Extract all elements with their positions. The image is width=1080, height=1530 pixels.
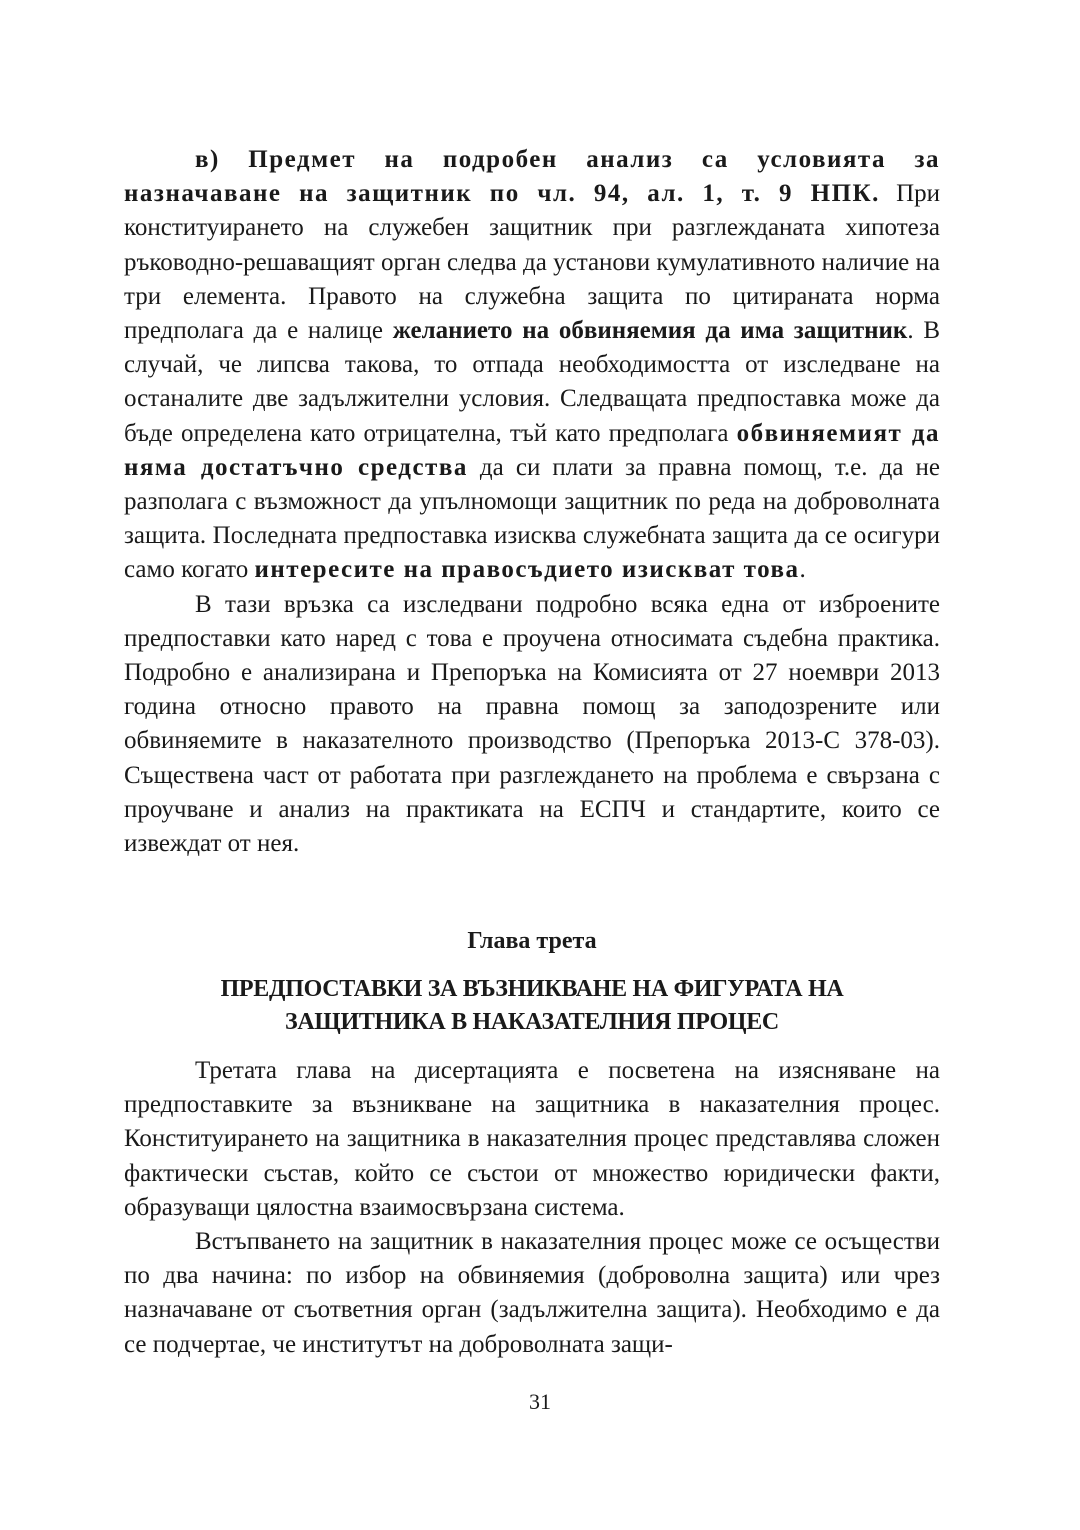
page-number: 31 <box>529 1389 551 1414</box>
paragraph-text: При конституирането на служебен защитник при разглежданата хипотеза ръководно-решаващият орган следва да установи кумулативното наличие на три елемента. Правото на служебна защита по цитираната норма предполага да е налице <box>124 180 941 345</box>
section-a-text <box>124 143 940 861</box>
bold-phrase-justice: интересите на правосъдието изискват това <box>254 556 800 584</box>
paragraph-conditions-analysis <box>124 143 940 588</box>
paragraph-research-practice: В тази връзка са изследвани подробно всяка една от изброените предпоставки като наред с това е проучена относимата съдебна практика. Подробно е анализирана и Препоръка на Комисията от 27 ноември 2013 година относно правото на правна помощ за заподозрените или обвиняемите в наказателното производство (Препоръка 2013-С 378-03). Съществена част от работата при разглеждането на проблема е свързана с проучване и анализ на практиката на ЕСПЧ и стандартите, които се извеждат от нея. <box>124 590 940 858</box>
bold-phrase-wish: желанието на обвиняемия да има защитник <box>392 317 908 345</box>
chapter-title-line-1: ПРЕДПОСТАВКИ ЗА ВЪЗНИКВАНЕ НА ФИГУРАТА НА <box>220 976 844 1002</box>
paragraph-text: . <box>799 556 806 584</box>
section-b-text <box>124 1054 940 1362</box>
paragraph-text: да си плати за правна помощ, т.е. да не разполага с възможност да упълномощи защитник по реда на доброволната защита. Последната предпоставка изисква служебната защита да се осигури само когато <box>124 453 941 584</box>
chapter-title <box>124 973 940 1039</box>
bold-phrase-means: обвиняемият да няма достатъчно средства <box>124 419 940 481</box>
paragraph-text: . В случай, че липсва такова, то отпада необходимостта от изследване на останалите две задължителни условия. Следващата предпоставка може да бъде определена като отрицателна, тъй като предполага <box>124 317 940 447</box>
bold-lead-in: в) Предмет на подробен анализ са условията за назначаване на защитник по чл. 94, ал. 1, т. 9 НПК. <box>124 146 940 208</box>
paragraph-chapter-intro: Третата глава на дисертацията е посветена на изясняване на предпоставките за възникване на защитника в наказателния процес. Конституирането на защитника в наказателния процес представлява сложен фактически състав, който се състои от множество юридически факти, образуващи цялостна взаимосвързана система. <box>124 1057 940 1221</box>
chapter-label: Глава трета <box>467 928 597 954</box>
paragraph-defender-entry: Встъпването на защитник в наказателния процес може се осъществи по два начина: по избор на обвиняемия (доброволна защита) или чрез назначаване от съответния орган (задължителна защита). Необходимо е да се подчертае, че институтът на доброволната защи- <box>124 1228 940 1358</box>
chapter-title-line-2: ЗАЩИТНИКА В НАКАЗАТЕЛНИЯ ПРОЦЕС <box>285 1009 779 1035</box>
